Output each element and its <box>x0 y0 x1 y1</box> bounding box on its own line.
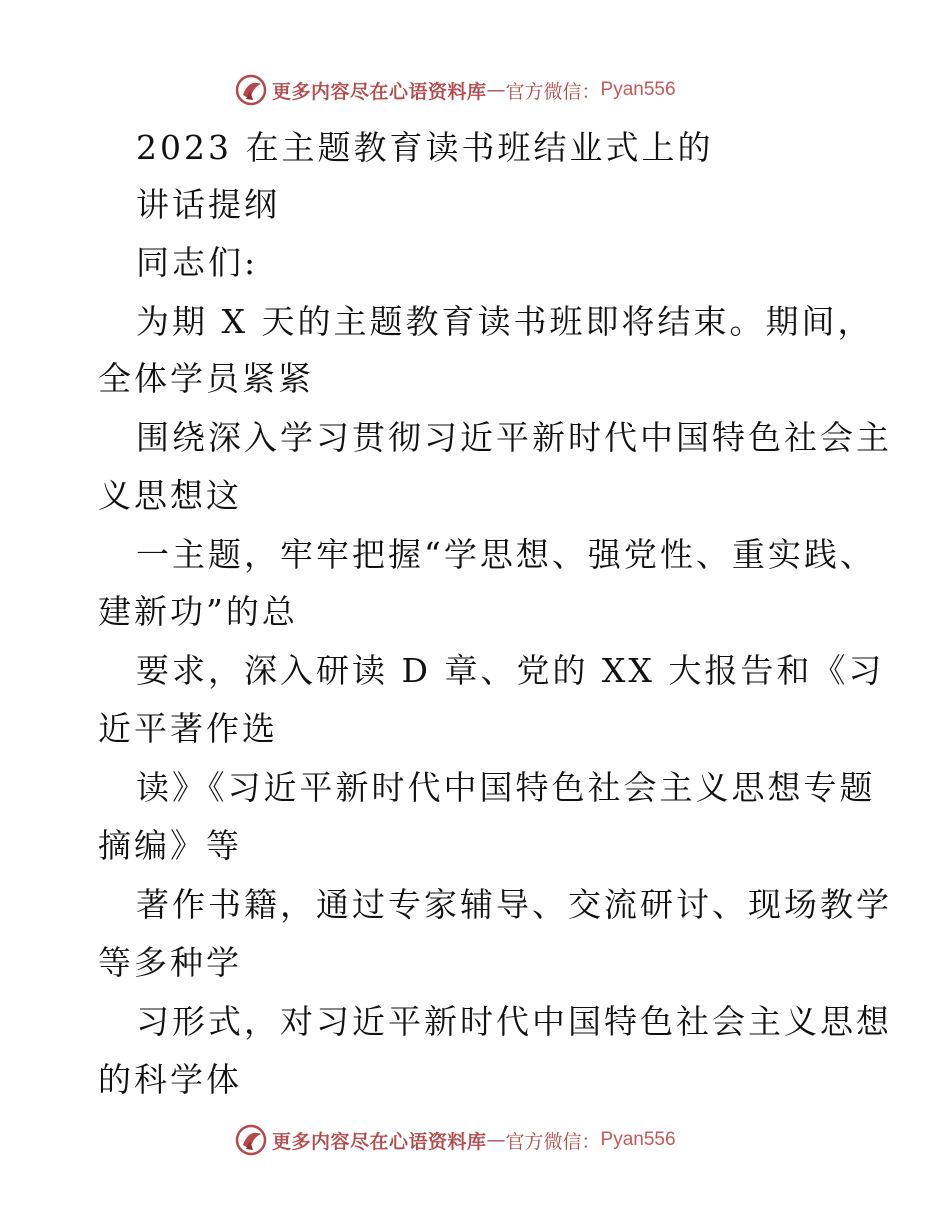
paragraph-line: 习形式，对习近平新时代中国特色社会主义思想 <box>136 1002 892 1041</box>
paragraph-line: 摘编》等 <box>98 826 242 865</box>
paragraph-line: 为期 X 天的主题教育读书班即将结束。期间， <box>136 302 874 341</box>
watermark-brand: 更多内容尽在心语资料库 <box>272 80 487 103</box>
document-title-line-2: 讲话提纲 <box>136 185 280 224</box>
paragraph-line: 义思想这 <box>98 476 242 515</box>
salutation: 同志们: <box>136 243 259 282</box>
watermark-brand: 更多内容尽在心语资料库 <box>272 1130 487 1153</box>
paragraph-line: 近平著作选 <box>98 709 278 748</box>
paragraph-line: 要求，深入研读 D 章、党的 XX 大报告和《习 <box>136 651 885 690</box>
paragraph-line: 建新功”的总 <box>98 592 298 631</box>
watermark-dash: — <box>486 1129 506 1151</box>
paragraph-line: 等多种学 <box>98 943 242 982</box>
paragraph-line: 全体学员紧紧 <box>98 359 314 398</box>
paragraph-line: 读》《习近平新时代中国特色社会主义思想专题 <box>136 768 876 807</box>
paragraph-line: 一主题，牢牢把握“学思想、强党性、重实践、 <box>136 535 876 574</box>
watermark-dash: — <box>486 79 506 101</box>
watermark-wechat-id: Pyan556 <box>600 79 676 100</box>
footer-watermark <box>234 1122 676 1158</box>
paragraph-line: 的科学体 <box>98 1060 242 1099</box>
watermark-wechat-id: Pyan556 <box>600 1129 676 1150</box>
ribbon-logo-icon <box>234 73 268 107</box>
paragraph-line: 著作书籍，通过专家辅导、交流研讨、现场教学 <box>136 885 892 924</box>
paragraph-line: 围绕深入学习贯彻习近平新时代中国特色社会主 <box>136 418 892 457</box>
header-watermark <box>234 72 676 108</box>
document-title-line-1: 2023 在主题教育读书班结业式上的 <box>136 128 714 167</box>
watermark-wechat-label: 官方微信： <box>505 80 601 103</box>
watermark-wechat-label: 官方微信： <box>505 1130 601 1153</box>
ribbon-logo-icon <box>234 1123 268 1157</box>
